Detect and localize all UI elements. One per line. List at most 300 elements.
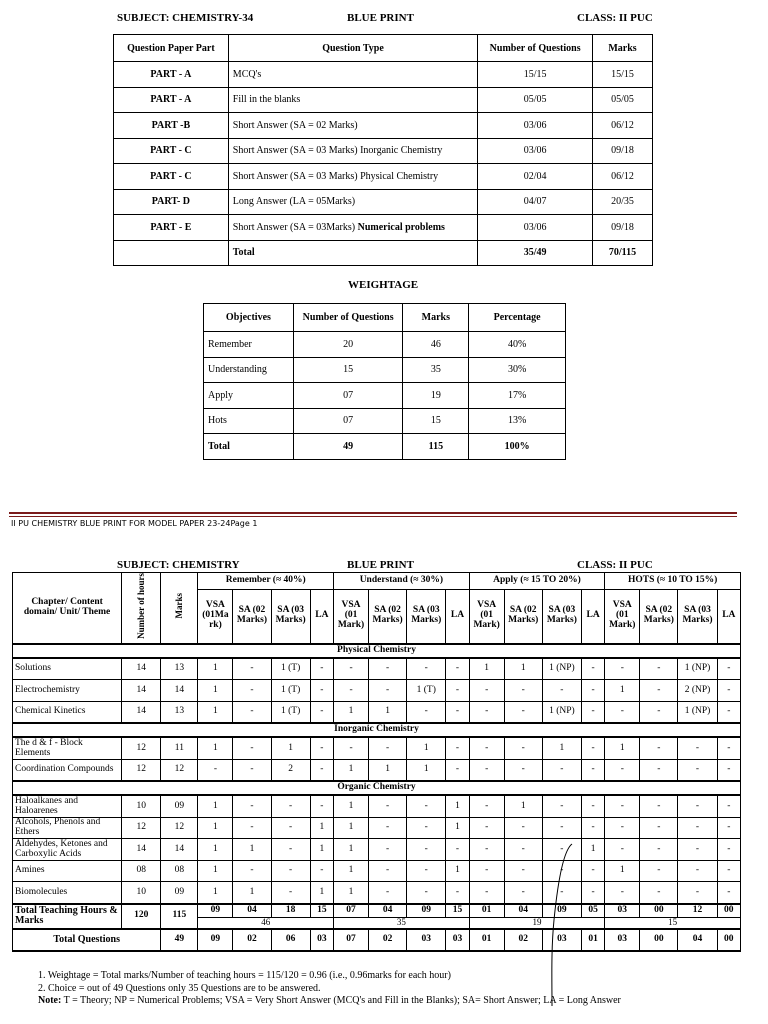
group-hots: HOTS (≈ 10 TO 15%) (605, 573, 741, 590)
group-total-cell: 35 (334, 917, 470, 929)
subheader-cell: VSA (01 Mark) (469, 590, 504, 644)
wt-num-cell: 07 (293, 408, 403, 434)
total-value-cell: 05 (581, 904, 604, 918)
value-cell: 1 (334, 860, 369, 882)
total-value-cell: 09 (198, 904, 233, 918)
tq-value-cell: 09 (198, 929, 233, 951)
value-cell: - (369, 860, 407, 882)
wt-pct-cell: 40% (469, 332, 566, 358)
marks-cell: 15/15 (593, 62, 653, 88)
marks-cell: 05/05 (593, 87, 653, 113)
total-value-cell: 07 (334, 904, 369, 918)
value-cell: - (446, 680, 469, 702)
value-cell: - (581, 701, 604, 723)
value-cell: - (504, 701, 542, 723)
chapter-name: Coordination Compounds (13, 759, 122, 781)
total-value-cell: 09 (407, 904, 446, 918)
total-hours-value: 120 (122, 904, 161, 929)
value-cell: 1 (NP) (678, 701, 717, 723)
value-cell: - (369, 658, 407, 680)
value-cell: 1 (198, 737, 233, 759)
value-cell: - (407, 817, 446, 839)
value-cell: - (407, 882, 446, 904)
value-cell: - (717, 701, 740, 723)
value-cell: - (678, 882, 717, 904)
value-cell: - (542, 839, 581, 861)
value-cell: 10 (122, 795, 161, 817)
value-cell: - (469, 759, 504, 781)
blank-cell (114, 240, 229, 266)
group-remember: Remember (≈ 40%) (198, 573, 334, 590)
tq-value-cell: 00 (717, 929, 740, 951)
value-cell: 1 (T) (271, 680, 310, 702)
value-cell: - (581, 680, 604, 702)
weightage-row (204, 332, 566, 358)
num-cell: 04/07 (478, 189, 593, 215)
type-cell (228, 164, 477, 190)
total-value-cell: 00 (717, 904, 740, 918)
marks-cell: 09/18 (593, 215, 653, 241)
type-cell (228, 62, 477, 88)
value-cell: - (640, 680, 678, 702)
value-cell: - (233, 759, 271, 781)
value-cell: - (581, 882, 604, 904)
value-cell: - (271, 817, 310, 839)
subheader-cell: LA (717, 590, 740, 644)
value-cell: 1 (233, 882, 271, 904)
marks-header (161, 573, 198, 644)
blueprint-row (114, 164, 653, 190)
total-value-cell: 15 (310, 904, 333, 918)
value-cell: - (310, 701, 333, 723)
weightage-table (203, 303, 566, 460)
value-cell: - (504, 839, 542, 861)
subheader-cell: SA (03 Marks) (542, 590, 581, 644)
total-num: 35/49 (478, 240, 593, 266)
chapter-row (13, 817, 741, 839)
section-title: Physical Chemistry (13, 644, 741, 658)
part-cell: PART - A (114, 87, 229, 113)
value-cell: - (542, 817, 581, 839)
chapter-row (13, 658, 741, 680)
value-cell: - (271, 882, 310, 904)
part-cell: PART -B (114, 113, 229, 139)
marks-cell: 20/35 (593, 189, 653, 215)
value-cell: - (334, 737, 369, 759)
subheader-cell: VSA (01 Mark) (605, 590, 640, 644)
value-cell: - (407, 701, 446, 723)
total-value-cell: 00 (640, 904, 678, 918)
value-cell: 1 (334, 759, 369, 781)
chapter-row (13, 680, 741, 702)
value-cell: - (369, 882, 407, 904)
value-cell: - (469, 701, 504, 723)
tq-value-cell: 00 (640, 929, 678, 951)
weightage-total-row (204, 434, 566, 460)
subheader-cell: SA (03 Marks) (678, 590, 717, 644)
blueprint-header-row (114, 35, 653, 62)
value-cell: - (542, 860, 581, 882)
hours-header-label: Number of hours (135, 573, 146, 639)
hours-header (122, 573, 161, 644)
value-cell: 1 (605, 680, 640, 702)
value-cell: - (233, 701, 271, 723)
value-cell: - (640, 882, 678, 904)
chapter-row (13, 860, 741, 882)
value-cell: - (605, 839, 640, 861)
value-cell: 1 (334, 795, 369, 817)
value-cell: 14 (161, 839, 198, 861)
type-cell (228, 113, 477, 139)
subheader-cell: SA (02 Marks) (640, 590, 678, 644)
value-cell: - (504, 680, 542, 702)
value-cell: - (469, 882, 504, 904)
value-cell: 14 (122, 680, 161, 702)
chapter-name: Biomolecules (13, 882, 122, 904)
value-cell: - (640, 658, 678, 680)
value-cell: 09 (161, 795, 198, 817)
tq-value-cell: 03 (407, 929, 446, 951)
objective-cell: Understanding (204, 357, 294, 383)
value-cell: - (407, 658, 446, 680)
num-cell: 03/06 (478, 113, 593, 139)
value-cell: - (717, 817, 740, 839)
detailed-blueprint-table (12, 572, 741, 952)
value-cell: - (310, 680, 333, 702)
class-heading: CLASS: II PUC (577, 12, 653, 24)
value-cell: - (469, 817, 504, 839)
value-cell: - (310, 795, 333, 817)
value-cell: - (334, 680, 369, 702)
value-cell: - (717, 839, 740, 861)
value-cell: - (581, 658, 604, 680)
value-cell: - (310, 658, 333, 680)
chapter-name: Amines (13, 860, 122, 882)
value-cell: - (310, 860, 333, 882)
value-cell: - (469, 839, 504, 861)
group-apply: Apply (≈ 15 TO 20%) (469, 573, 605, 590)
value-cell: 1 (581, 839, 604, 861)
value-cell: - (640, 701, 678, 723)
blueprint-heading: BLUE PRINT (347, 12, 414, 24)
value-cell: - (310, 759, 333, 781)
value-cell: 1 (407, 737, 446, 759)
total-value-cell: 09 (542, 904, 581, 918)
tq-value-cell: 04 (678, 929, 717, 951)
group-total-cell: 46 (198, 917, 334, 929)
weightage-row (204, 408, 566, 434)
wt-total-label: Total (204, 434, 294, 460)
wt-num-cell: 07 (293, 383, 403, 409)
value-cell: 1 (310, 839, 333, 861)
type-text: Short Answer (SA = 03Marks) (232, 221, 358, 233)
value-cell: - (605, 701, 640, 723)
value-cell: 12 (161, 817, 198, 839)
part-cell: PART - A (114, 62, 229, 88)
total-value-cell: 15 (446, 904, 469, 918)
value-cell: 1 (310, 817, 333, 839)
section-row (13, 644, 741, 658)
value-cell: 1 (198, 701, 233, 723)
value-cell: - (469, 860, 504, 882)
value-cell: - (717, 658, 740, 680)
value-cell: - (640, 839, 678, 861)
wt-pct-cell: 17% (469, 383, 566, 409)
wt-header-obj: Objectives (204, 304, 294, 332)
num-cell: 05/05 (478, 87, 593, 113)
value-cell: - (640, 737, 678, 759)
value-cell: 12 (161, 759, 198, 781)
chapter-header: Chapter/ Content domain/ Unit/ Theme (13, 573, 122, 644)
weightage-row (204, 383, 566, 409)
subheader-cell: VSA (01Ma rk) (198, 590, 233, 644)
value-cell: - (446, 839, 469, 861)
footer-text: II PU CHEMISTRY BLUE PRINT FOR MODEL PAPER 23-24 (11, 519, 231, 528)
blueprint-heading-2: BLUE PRINT (347, 559, 414, 571)
wt-total-num: 49 (293, 434, 403, 460)
value-cell: - (446, 882, 469, 904)
group-understand: Understand (≈ 30%) (334, 573, 470, 590)
value-cell: 1 (407, 759, 446, 781)
value-cell: 1 (198, 795, 233, 817)
value-cell: - (469, 680, 504, 702)
value-cell: - (605, 658, 640, 680)
value-cell: 1 (504, 795, 542, 817)
weightage-header-row (204, 304, 566, 332)
value-cell: - (233, 795, 271, 817)
value-cell: 1 (446, 860, 469, 882)
wt-marks-cell: 15 (403, 408, 469, 434)
note-legend (38, 995, 621, 1006)
value-cell: 1 (369, 701, 407, 723)
tq-value-cell: 01 (469, 929, 504, 951)
value-cell: - (198, 759, 233, 781)
value-cell: 1 (198, 680, 233, 702)
header-num: Number of Questions (478, 35, 593, 62)
section-title: Inorganic Chemistry (13, 723, 741, 737)
page-footer (11, 519, 257, 528)
blueprint-row (114, 87, 653, 113)
tq-value-cell: 03 (542, 929, 581, 951)
value-cell: 12 (122, 817, 161, 839)
total-value-cell: 04 (233, 904, 271, 918)
value-cell: - (678, 860, 717, 882)
type-bold-text: Numerical problems (357, 221, 445, 233)
type-text: Fill in the blanks (232, 94, 301, 106)
value-cell: - (640, 860, 678, 882)
value-cell: 13 (161, 658, 198, 680)
value-cell: - (640, 759, 678, 781)
tq-value-cell: 06 (271, 929, 310, 951)
value-cell: - (542, 759, 581, 781)
num-cell: 03/06 (478, 215, 593, 241)
note-legend-text: T = Theory; NP = Numerical Problems; VSA = Very Short Answer (MCQ's and Fill in the Blanks); SA= Short Answer; LA = Long Answer (63, 995, 621, 1006)
value-cell: - (233, 860, 271, 882)
wt-num-cell: 15 (293, 357, 403, 383)
wt-num-cell: 20 (293, 332, 403, 358)
value-cell: - (581, 737, 604, 759)
value-cell: - (581, 795, 604, 817)
blueprint-row (114, 189, 653, 215)
subheader-cell: VSA (01 Mark) (334, 590, 369, 644)
value-cell: 10 (122, 882, 161, 904)
value-cell: 1 (T) (271, 658, 310, 680)
value-cell: - (504, 737, 542, 759)
subheader-cell: LA (581, 590, 604, 644)
value-cell: - (542, 680, 581, 702)
value-cell: - (542, 795, 581, 817)
value-cell: - (678, 759, 717, 781)
value-cell: - (504, 860, 542, 882)
blueprint-total-row (114, 240, 653, 266)
wt-pct-cell: 30% (469, 357, 566, 383)
total-marks-value: 115 (161, 904, 198, 929)
total-marks: 70/115 (593, 240, 653, 266)
footer-rule (9, 512, 737, 514)
type-cell (228, 138, 477, 164)
blueprint-row (114, 113, 653, 139)
value-cell: - (469, 737, 504, 759)
wt-header-num: Number of Questions (293, 304, 403, 332)
value-cell: 1 (605, 860, 640, 882)
tq-value-cell: 02 (369, 929, 407, 951)
section-row (13, 781, 741, 795)
footer-rule-thin (9, 516, 737, 517)
num-cell: 03/06 (478, 138, 593, 164)
total-value-cell: 04 (504, 904, 542, 918)
value-cell: 1 (198, 658, 233, 680)
header-type: Question Type (228, 35, 477, 62)
class-heading-2: CLASS: II PUC (577, 559, 653, 571)
chapter-row (13, 701, 741, 723)
value-cell: - (369, 817, 407, 839)
value-cell: 1 (334, 882, 369, 904)
value-cell: - (446, 658, 469, 680)
value-cell: - (717, 795, 740, 817)
total-value-cell: 18 (271, 904, 310, 918)
total-value-cell: 03 (605, 904, 640, 918)
type-cell (228, 87, 477, 113)
chapter-name: Electrochemistry (13, 680, 122, 702)
pen-stroke (540, 840, 580, 1010)
total-questions-label: Total Questions (13, 929, 161, 951)
value-cell: 1 (T) (271, 701, 310, 723)
type-text: Long Answer (LA = 05Marks) (232, 196, 356, 208)
total-label: Total (228, 240, 477, 266)
value-cell: - (542, 882, 581, 904)
part-cell: PART - E (114, 215, 229, 241)
value-cell: - (717, 680, 740, 702)
subheader-cell: SA (03 Marks) (271, 590, 310, 644)
value-cell: - (369, 795, 407, 817)
value-cell: 14 (161, 680, 198, 702)
subheader-cell: LA (446, 590, 469, 644)
value-cell: 1 (542, 737, 581, 759)
value-cell: 1 (NP) (678, 658, 717, 680)
note-choice: 2. Choice = out of 49 Questions only 35 Questions are to be answered. (38, 983, 321, 994)
section-row (13, 723, 741, 737)
value-cell: - (640, 817, 678, 839)
value-cell: 1 (446, 817, 469, 839)
note-label: Note: (38, 995, 62, 1006)
value-cell: 1 (605, 737, 640, 759)
type-cell (228, 189, 477, 215)
value-cell: 1 (233, 839, 271, 861)
value-cell: - (717, 737, 740, 759)
value-cell: - (678, 737, 717, 759)
value-cell: - (446, 737, 469, 759)
value-cell: - (233, 737, 271, 759)
tq-value-cell: 01 (581, 929, 604, 951)
type-cell (228, 215, 477, 241)
wt-total-pct: 100% (469, 434, 566, 460)
value-cell: - (369, 737, 407, 759)
value-cell: 1 (469, 658, 504, 680)
value-cell: - (678, 795, 717, 817)
type-text: Short Answer (SA = 03 Marks) Physical Chemistry (232, 170, 439, 182)
value-cell: - (334, 658, 369, 680)
chapter-name: Aldehydes, Ketones and Carboxylic Acids (13, 839, 122, 861)
value-cell: - (233, 817, 271, 839)
value-cell: 1 (446, 795, 469, 817)
wt-header-pct: Percentage (469, 304, 566, 332)
part-cell: PART- D (114, 189, 229, 215)
value-cell: - (233, 658, 271, 680)
tq-value-cell: 03 (310, 929, 333, 951)
chapter-name: Alcohols, Phenols and Ethers (13, 817, 122, 839)
value-cell: - (407, 795, 446, 817)
value-cell: 1 (334, 701, 369, 723)
part-cell: PART - C (114, 164, 229, 190)
value-cell: - (605, 759, 640, 781)
total-value-cell: 04 (369, 904, 407, 918)
tq-value-cell: 02 (233, 929, 271, 951)
value-cell: 11 (161, 737, 198, 759)
chapter-name: Solutions (13, 658, 122, 680)
total-questions-row (13, 929, 741, 951)
value-cell: 2 (NP) (678, 680, 717, 702)
num-cell: 02/04 (478, 164, 593, 190)
marks-cell: 09/18 (593, 138, 653, 164)
weightage-row (204, 357, 566, 383)
value-cell: 1 (198, 882, 233, 904)
marks-cell: 06/12 (593, 164, 653, 190)
value-cell: 1 (334, 817, 369, 839)
value-cell: - (233, 680, 271, 702)
chapter-name: The d & f - Block Elements (13, 737, 122, 759)
note-weightage: 1. Weightage = Total marks/Number of teaching hours = 115/120 = 0.96 (i.e., 0.96marks for each hour) (38, 970, 451, 981)
value-cell: - (469, 795, 504, 817)
objective-cell: Remember (204, 332, 294, 358)
value-cell: - (407, 860, 446, 882)
value-cell: - (581, 817, 604, 839)
value-cell: 13 (161, 701, 198, 723)
value-cell: - (407, 839, 446, 861)
value-cell: 09 (161, 882, 198, 904)
value-cell: 14 (122, 839, 161, 861)
value-cell: - (446, 701, 469, 723)
value-cell: 12 (122, 759, 161, 781)
value-cell: 1 (198, 817, 233, 839)
chapter-name: Haloalkanes and Haloarenes (13, 795, 122, 817)
value-cell: - (271, 795, 310, 817)
value-cell: 1 (310, 882, 333, 904)
objective-cell: Apply (204, 383, 294, 409)
objective-cell: Hots (204, 408, 294, 434)
value-cell: 1 (NP) (542, 701, 581, 723)
value-cell: 1 (369, 759, 407, 781)
value-cell: - (504, 817, 542, 839)
